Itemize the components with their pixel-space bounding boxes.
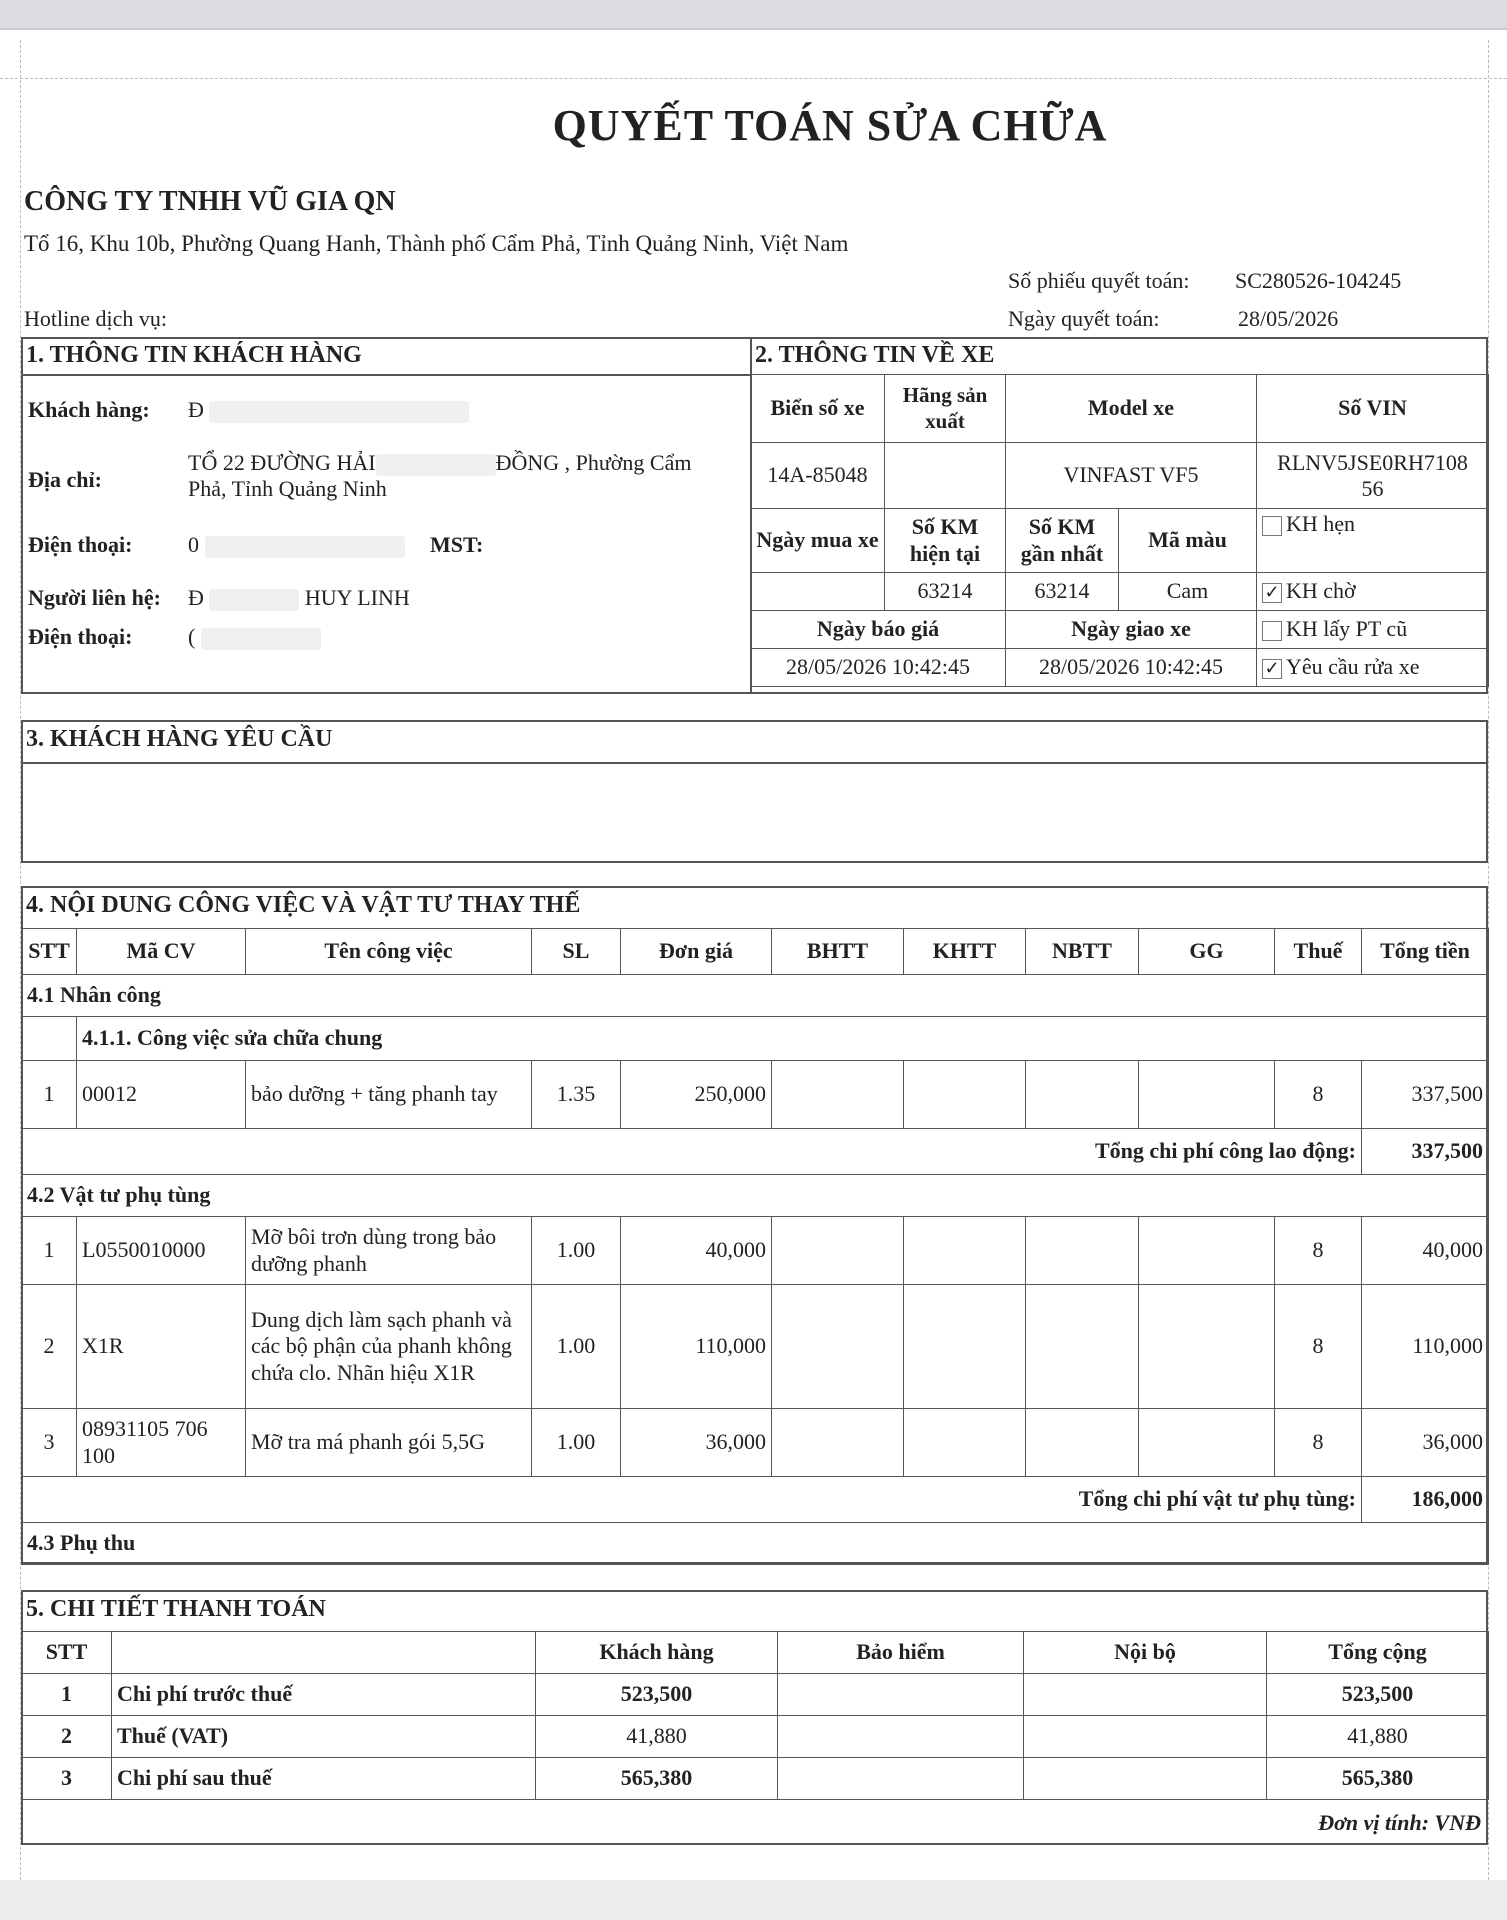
pay-col-label: [112, 1632, 536, 1674]
parts-row2-total: 110,000: [1362, 1285, 1489, 1409]
labor-row-tax: 8: [1275, 1061, 1362, 1129]
table-row: [22, 1758, 1489, 1800]
contact-suffix: HUY LINH: [304, 585, 410, 610]
pay-row3-insurance: [778, 1758, 1024, 1800]
address-label: Địa chỉ:: [28, 467, 102, 492]
parts-row2-code: X1R: [77, 1285, 246, 1409]
pay-row3-stt: 3: [22, 1758, 112, 1800]
parts-row1-code: L0550010000: [77, 1217, 246, 1285]
parts-row1-nbtt: [1026, 1217, 1139, 1285]
maker-value: [885, 443, 1006, 509]
pay-row3-customer: 565,380: [536, 1758, 778, 1800]
customer-value-text: Đ: [188, 397, 204, 422]
pay-col-stt: STT: [22, 1632, 112, 1674]
pay-col-customer: Khách hàng: [536, 1632, 778, 1674]
table-row: [22, 1217, 1489, 1285]
tax-label: MST:: [430, 532, 484, 557]
pay-row1-internal: [1024, 1674, 1267, 1716]
parts-row3-nbtt: [1026, 1409, 1139, 1477]
viewer-top-bar: [0, 0, 1507, 30]
model-value: VINFAST VF5: [1006, 443, 1257, 509]
table-row: [22, 1285, 1489, 1409]
labor-row-gg: [1139, 1061, 1275, 1129]
phone-value: [188, 532, 405, 558]
col-km-current: Số KM hiện tại: [885, 509, 1006, 573]
parts-row3-code: 08931105 706 100: [77, 1409, 246, 1477]
pay-col-total: Tổng cộng: [1267, 1632, 1489, 1674]
contact-label: Người liên hệ:: [28, 585, 161, 610]
col-name: Tên công việc: [246, 929, 532, 975]
pay-col-insurance: Bảo hiểm: [778, 1632, 1024, 1674]
doc-date-label: Ngày quyết toán:: [1008, 306, 1160, 331]
labor-sub-indent: [22, 1017, 77, 1061]
pay-row2-insurance: [778, 1716, 1024, 1758]
delivery-date-label: Ngày giao xe: [1006, 611, 1257, 649]
labor-row-nbtt: [1026, 1061, 1139, 1129]
labor-heading: 4.1 Nhân công: [22, 975, 1489, 1017]
phone2-label: Điện thoại:: [28, 624, 133, 649]
parts-total-value: 186,000: [1362, 1477, 1489, 1523]
delivery-date-value: 28/05/2026 10:42:45: [1006, 649, 1257, 687]
labor-row-price: 250,000: [621, 1061, 772, 1129]
option-kh-hen[interactable]: [1257, 509, 1489, 573]
col-purchase-date: Ngày mua xe: [751, 509, 885, 573]
parts-row2-name: Dung dịch làm sạch phanh và các bộ phận của phanh không chứa clo. Nhãn hiệu X1R: [246, 1285, 532, 1409]
col-stt: STT: [22, 929, 77, 975]
unit-note: Đơn vị tính: VNĐ: [1318, 1810, 1481, 1835]
table-row: [22, 1674, 1489, 1716]
address-line1-tail: ĐỒNG , Phường Cẩm: [495, 450, 692, 475]
vin-value: [1257, 443, 1489, 509]
payment-table: [21, 1631, 1489, 1800]
redacted-phone2: [201, 628, 321, 650]
parts-row1-qty: 1.00: [532, 1217, 621, 1285]
col-price: Đơn giá: [621, 929, 772, 975]
parts-row1-khtt: [904, 1217, 1026, 1285]
parts-row3-tax: 8: [1275, 1409, 1362, 1477]
pay-row1-customer: 523,500: [536, 1674, 778, 1716]
vin-line1: RLNV5JSE0RH7108: [1277, 450, 1468, 476]
labor-row-bhtt: [772, 1061, 904, 1129]
vehicle-info-table: [750, 374, 1489, 687]
phone2-value: [188, 624, 321, 650]
contact-value: [188, 585, 410, 611]
km-last-value: 63214: [1006, 573, 1119, 611]
customer-label: Khách hàng:: [28, 397, 150, 422]
redacted-address: [376, 454, 496, 476]
pay-row2-stt: 2: [22, 1716, 112, 1758]
pay-row1-label: Chi phí trước thuế: [112, 1674, 536, 1716]
hotline-label: Hotline dịch vụ:: [24, 306, 167, 331]
quote-date-label: Ngày báo giá: [751, 611, 1006, 649]
labor-total-value: 337,500: [1362, 1129, 1489, 1175]
pay-row3-internal: [1024, 1758, 1267, 1800]
col-tax: Thuế: [1275, 929, 1362, 975]
parts-row2-price: 110,000: [621, 1285, 772, 1409]
option-rua-xe[interactable]: [1257, 649, 1489, 687]
option-kh-cho-label: KH chờ: [1286, 578, 1356, 604]
parts-row3-qty: 1.00: [532, 1409, 621, 1477]
parts-row3-name: Mỡ tra má phanh gói 5,5G: [246, 1409, 532, 1477]
address-line2: Phả, Tỉnh Quảng Ninh: [188, 476, 387, 501]
phone-value-text: 0: [188, 532, 199, 557]
section1-heading: 1. THÔNG TIN KHÁCH HÀNG: [26, 342, 362, 368]
labor-row-name: bảo dưỡng + tăng phanh tay: [246, 1061, 532, 1129]
plate-value: 14A-85048: [751, 443, 885, 509]
parts-row3-khtt: [904, 1409, 1026, 1477]
col-vin: Số VIN: [1257, 375, 1489, 443]
option-rua-xe-label: Yêu cầu rửa xe: [1286, 654, 1420, 680]
option-kh-lay-pt-label: KH lấy PT cũ: [1286, 616, 1408, 642]
section2-heading: 2. THÔNG TIN VỀ XE: [755, 342, 995, 368]
pay-row2-label: Thuế (VAT): [112, 1716, 536, 1758]
parts-row1-total: 40,000: [1362, 1217, 1489, 1285]
col-khtt: KHTT: [904, 929, 1026, 975]
parts-row1-price: 40,000: [621, 1217, 772, 1285]
section1-heading-rule: [21, 374, 750, 376]
parts-row3-gg: [1139, 1409, 1275, 1477]
contact-prefix: Đ: [188, 585, 204, 610]
extra-heading: 4.3 Phụ thu: [22, 1523, 1489, 1565]
document-title: QUYẾT TOÁN SỬA CHỮA: [552, 101, 1108, 150]
col-plate: Biển số xe: [751, 375, 885, 443]
labor-row-qty: 1.35: [532, 1061, 621, 1129]
labor-row-khtt: [904, 1061, 1026, 1129]
col-model: Model xe: [1006, 375, 1257, 443]
checkbox-kh-cho[interactable]: ✓: [1262, 583, 1282, 603]
redacted-contact: [209, 589, 299, 611]
pay-row1-total: 523,500: [1267, 1674, 1489, 1716]
col-code: Mã CV: [77, 929, 246, 975]
doc-number: SC280526-104245: [1235, 268, 1402, 293]
work-items-table: [21, 928, 1489, 1565]
viewer-bottom-band: [0, 1880, 1507, 1920]
km-current-value: 63214: [885, 573, 1006, 611]
table-row: [22, 1409, 1489, 1477]
col-color: Mã màu: [1119, 509, 1257, 573]
checkbox-kh-hen[interactable]: [1262, 516, 1282, 536]
labor-total-label: Tổng chi phí công lao động:: [22, 1129, 1362, 1175]
address-line1: TỔ 22 ĐƯỜNG HẢI: [188, 450, 376, 475]
pay-col-internal: Nội bộ: [1024, 1632, 1267, 1674]
labor-row-stt: 1: [22, 1061, 77, 1129]
labor-row-code: 00012: [77, 1061, 246, 1129]
phone2-value-text: (: [188, 624, 196, 649]
parts-row1-name: Mỡ bôi trơn dùng trong bảo dưỡng phanh: [246, 1217, 532, 1285]
parts-row2-nbtt: [1026, 1285, 1139, 1409]
labor-row-total: 337,500: [1362, 1061, 1489, 1129]
company-address: Tổ 16, Khu 10b, Phường Quang Hanh, Thành phố Cẩm Phả, Tỉnh Quảng Ninh, Việt Nam: [24, 231, 849, 256]
vin-line2: 56: [1361, 475, 1384, 501]
customer-address: [188, 450, 728, 502]
col-total: Tổng tiền: [1362, 929, 1489, 975]
color-value: Cam: [1119, 573, 1257, 611]
parts-row3-price: 36,000: [621, 1409, 772, 1477]
pay-row1-insurance: [778, 1674, 1024, 1716]
option-kh-lay-pt[interactable]: [1257, 611, 1489, 649]
option-kh-cho[interactable]: [1257, 573, 1489, 611]
checkbox-rua-xe[interactable]: ✓: [1262, 659, 1282, 679]
table-row: [22, 1716, 1489, 1758]
page-margin-top: [0, 78, 1507, 79]
col-maker: Hãng sản xuất: [885, 375, 1006, 443]
parts-row2-khtt: [904, 1285, 1026, 1409]
parts-row1-tax: 8: [1275, 1217, 1362, 1285]
checkbox-kh-lay-pt[interactable]: [1262, 621, 1282, 641]
phone-label: Điện thoại:: [28, 532, 133, 557]
company-name: CÔNG TY TNHH VŨ GIA QN: [24, 186, 396, 217]
doc-number-label: Số phiếu quyết toán:: [1008, 268, 1190, 293]
pay-row2-internal: [1024, 1716, 1267, 1758]
section4-heading: 4. NỘI DUNG CÔNG VIỆC VÀ VẬT TƯ THAY THẾ: [26, 892, 581, 918]
section5-heading: 5. CHI TIẾT THANH TOÁN: [26, 1596, 326, 1622]
parts-row1-stt: 1: [22, 1217, 77, 1285]
parts-row2-qty: 1.00: [532, 1285, 621, 1409]
col-km-last: Số KM gần nhất: [1006, 509, 1119, 573]
pay-row3-total: 565,380: [1267, 1758, 1489, 1800]
parts-row1-gg: [1139, 1217, 1275, 1285]
parts-row3-stt: 3: [22, 1409, 77, 1477]
customer-value: [188, 397, 469, 423]
section3-heading: 3. KHÁCH HÀNG YÊU CẦU: [26, 726, 333, 752]
table-row: [22, 1061, 1489, 1129]
redacted-customer: [209, 401, 469, 423]
labor-subheading: 4.1.1. Công việc sửa chữa chung: [77, 1017, 1489, 1061]
parts-row2-bhtt: [772, 1285, 904, 1409]
parts-row2-stt: 2: [22, 1285, 77, 1409]
pay-row2-customer: 41,880: [536, 1716, 778, 1758]
col-bhtt: BHTT: [772, 929, 904, 975]
parts-row1-bhtt: [772, 1217, 904, 1285]
quote-date-value: 28/05/2026 10:42:45: [751, 649, 1006, 687]
redacted-phone: [205, 536, 405, 558]
col-nbtt: NBTT: [1026, 929, 1139, 975]
parts-heading: 4.2 Vật tư phụ tùng: [22, 1175, 1489, 1217]
parts-row2-tax: 8: [1275, 1285, 1362, 1409]
col-gg: GG: [1139, 929, 1275, 975]
doc-date: 28/05/2026: [1238, 306, 1339, 331]
pay-row2-total: 41,880: [1267, 1716, 1489, 1758]
parts-row2-gg: [1139, 1285, 1275, 1409]
parts-total-label: Tổng chi phí vật tư phụ tùng:: [22, 1477, 1362, 1523]
col-qty: SL: [532, 929, 621, 975]
purchase-date-value: [751, 573, 885, 611]
parts-row3-bhtt: [772, 1409, 904, 1477]
section3-rule: [21, 762, 1488, 764]
pay-row3-label: Chi phí sau thuế: [112, 1758, 536, 1800]
pay-row1-stt: 1: [22, 1674, 112, 1716]
parts-row3-total: 36,000: [1362, 1409, 1489, 1477]
option-kh-hen-label: KH hẹn: [1286, 511, 1356, 536]
